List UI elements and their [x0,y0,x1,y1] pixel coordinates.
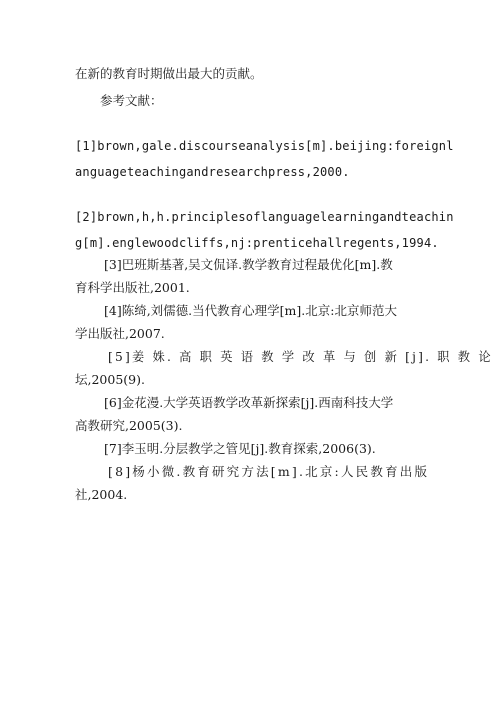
reference-3-line-2: 育科学出版社,2001. [75,280,190,295]
reference-3-line-1: [3]巴班斯基著,吴文侃译.教学教育过程最优化[m].教 [104,257,393,272]
reference-4-line-1: [4]陈绮,刘儒德.当代教育心理学[m].北京:北京师范大 [104,303,397,318]
reference-7-line-1: [7]李玉明.分层教学之管见[j].教育探索,2006(3). [104,441,376,456]
reference-6-line-2: 高教研究,2005(3). [75,418,183,433]
reference-1-line-1: [1]brown,gale.discourseanalysis[m].beijing:foreignl [75,139,454,153]
closing-sentence: 在新的教育时期做出最大的贡献。 [75,66,263,81]
reference-2-line-2: g[m].englewoodcliffs,nj:prenticehallregents,1994. [75,236,439,250]
reference-2-line-1: [2]brown,h,h.principlesoflanguagelearningandteachin [75,210,454,224]
references-heading: 参考文献： [100,93,163,108]
reference-1-line-2: anguageteachingandresearchpress,2000. [75,165,350,179]
reference-6-line-1: [6]金花漫.大学英语教学改革新探索[j].西南科技大学 [104,395,394,410]
reference-4-line-2: 学出版社,2007. [75,326,165,341]
reference-8-line-1: [8]杨小微.教育研究方法[m].北京:人民教育出版 [108,464,430,479]
reference-5-line-2: 坛,2005(9). [75,372,145,387]
reference-8-line-2: 社,2004. [75,487,128,502]
reference-5-line-1: [5]姜 姝. 高 职 英 语 教 学 改 革 与 创 新 [j]. 职 教 论 [108,350,493,364]
